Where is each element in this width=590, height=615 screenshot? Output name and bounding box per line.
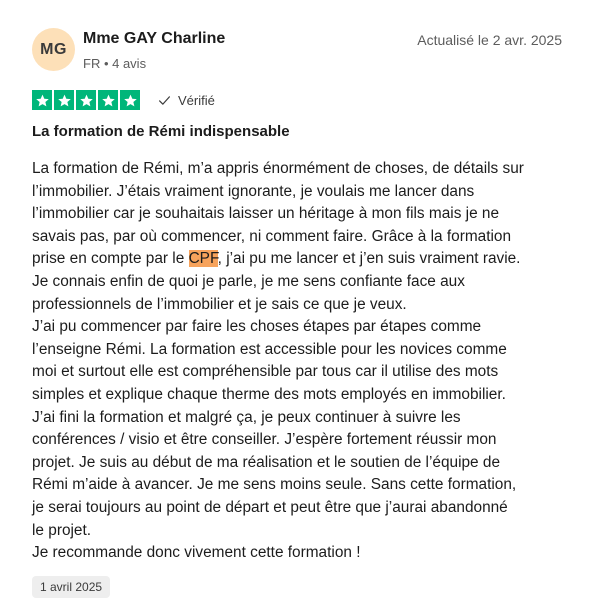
review-line: projet. Je suis au début de ma réalisation et le soutien de l’équipe de [32,453,501,471]
review-line: Je connais enfin de quoi je parle, je me sens confiante face aux [32,272,465,290]
review-line: le projet. [32,521,92,539]
checkmark-icon [158,94,171,107]
review-text-segment: , j’ai pu me lancer et j’en suis vraiment ravie. [217,250,521,268]
verified-label: Vérifié [178,92,215,108]
review-line: je serai toujours au point de départ et peut être que j’aurai abandonné [32,498,508,516]
review-line: moi et surtout elle est compréhensible par tous car il utilise des mots [32,363,499,381]
star-icon [120,90,140,110]
updated-date: Actualisé le 2 avr. 2025 [417,32,562,48]
reviewer-name[interactable]: Mme GAY Charline [83,30,226,47]
star-icon [76,90,96,110]
star-icon [32,90,52,110]
review-line: J’ai pu commencer par faire les choses étapes par étapes comme [32,318,482,336]
review-line: l’immobilier. J’étais vraiment ignorante, je voulais me lancer dans [32,182,475,200]
verified-badge[interactable] [158,93,215,108]
review-line: simples et explique chaque therme des mots employés en immobilier. [32,385,506,403]
star-icon [54,90,74,110]
review-line: La formation de Rémi, m’a appris énormément de choses, de détails sur [32,160,524,177]
highlighted-term: CPF [188,250,218,268]
review-body [32,158,564,565]
rating-row [32,90,215,110]
experience-date-chip: 1 avril 2025 [32,576,110,598]
review-header [32,24,562,80]
review-text-segment: prise en compte par le [32,250,189,268]
review-line: l’immobilier car je souhaitais laisser un héritage à mon fils mais je ne [32,205,500,223]
review-title: La formation de Rémi indispensable [32,123,290,140]
review-line: professionnels de l’immobilier et je sais ce que je veux. [32,295,407,313]
review-line: Je recommande donc vivement cette formation ! [32,544,361,562]
review-line: Rémi m’aide à avancer. Je me sens moins seule. Sans cette formation, [32,476,517,494]
review-line: conférences / visio et être conseiller. J’espère fortement réussir mon [32,431,497,449]
star-icon [98,90,118,110]
review-line: savais pas, par où commencer, ni comment faire. Grâce à la formation [32,227,512,245]
review-line: l’enseigne Rémi. La formation est accessible pour les novices comme [32,340,507,358]
avatar[interactable]: MG [32,28,75,71]
star-rating [32,90,140,110]
review-line: J’ai fini la formation et malgré ça, je peux continuer à suivre les [32,408,461,426]
review-line [32,248,564,271]
reviewer-meta: FR • 4 avis [83,56,147,71]
